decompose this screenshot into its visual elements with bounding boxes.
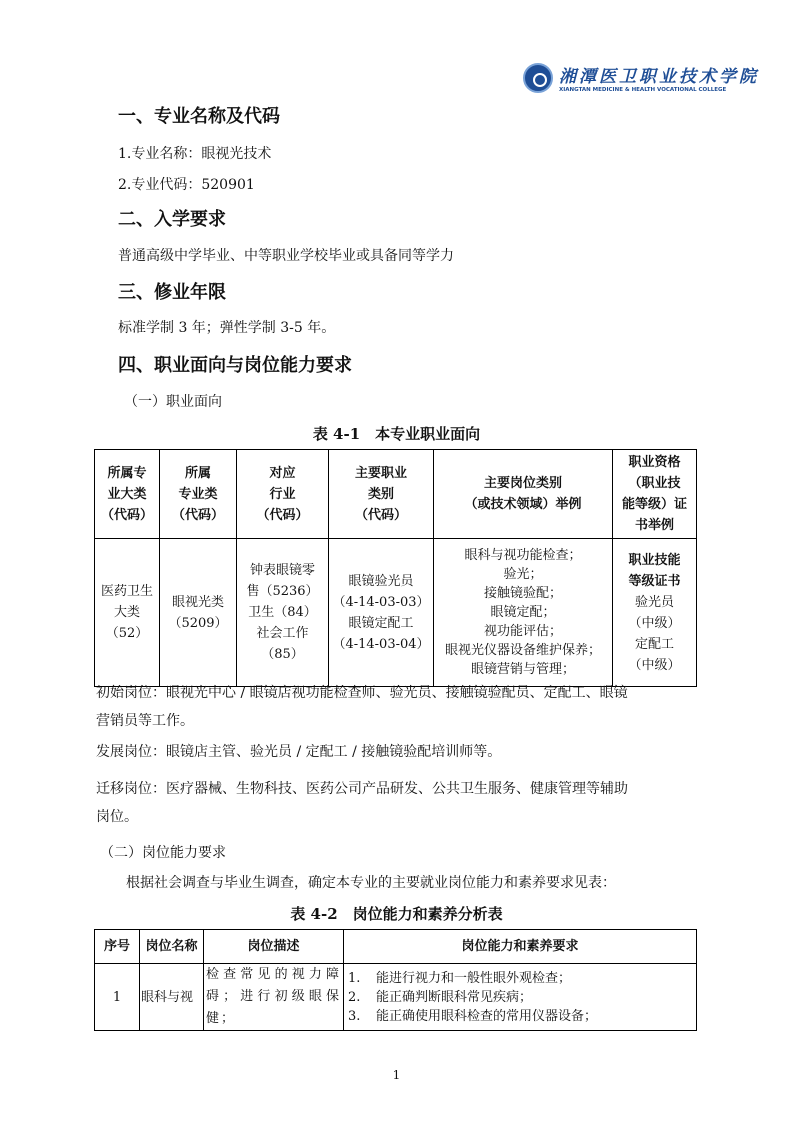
ability-analysis-table (94, 929, 697, 1031)
requirement-item: 2. 能正确判断眼科常见疾病； (348, 989, 533, 1005)
table-cell: 医药卫生 大类 （52） (95, 539, 160, 687)
certificate-cell (613, 539, 697, 687)
career-orientation-table (94, 449, 697, 687)
header-cell: 主要岗位类别 （或技术领域）举例 (434, 450, 613, 539)
table-2-caption: 表 4-2 岗位能力和素养分析表 (290, 905, 503, 923)
admission-text: 普通高级中学毕业、中等职业学校毕业或具备同等学力 (118, 248, 454, 264)
header-cell: 岗位描述 (204, 930, 344, 964)
requirements-cell (344, 964, 697, 1031)
section-1-title: 一、专业名称及代码 (118, 106, 280, 127)
certificate-title: 职业技能 等级证书 (628, 552, 681, 589)
header-cell: 所属 专业类 （代码） (160, 450, 237, 539)
development-position: 发展岗位：眼镜店主管、验光员 / 定配工 / 接触镜验配培训师等。 (96, 744, 502, 760)
subsection-1-title: （一）职业面向 (124, 394, 222, 410)
logo-cn: 湘潭医卫职业技术学院 (559, 67, 759, 87)
major-name: 1.专业名称：眼视光技术 (118, 146, 272, 162)
initial-position-cont: 营销员等工作。 (96, 713, 194, 729)
certificate-list: 验光员 （中级） 定配工 （中级） (628, 594, 681, 673)
header-cell: 主要职业 类别 （代码） (329, 450, 434, 539)
table-cell: 眼镜验光员 （4-14-03-03） 眼镜定配工 （4-14-03-04） (329, 539, 434, 687)
major-code: 2.专业代码：520901 (118, 177, 255, 193)
header-cell: 职业资格 （职业技 能等级）证 书举例 (613, 450, 697, 539)
header-cell: 序号 (95, 930, 140, 964)
section-3-title: 三、修业年限 (118, 282, 226, 303)
table-cell: 钟表眼镜零 售（5236） 卫生（84） 社会工作 （85） (237, 539, 329, 687)
logo-en: XIANGTAN MEDICINE & HEALTH VOCATIONAL COLLEGE (559, 87, 727, 93)
table-cell: 1 (95, 964, 140, 1031)
duration-text: 标准学制 3 年；弹性学制 3-5 年。 (118, 320, 336, 336)
section-2-title: 二、入学要求 (118, 209, 226, 230)
section-4-title: 四、职业面向与岗位能力要求 (118, 355, 352, 376)
requirement-item: 3. 能正确使用眼科检查的常用仪器设备； (348, 1008, 598, 1024)
header-cell: 岗位能力和素养要求 (344, 930, 697, 964)
header-cell: 所属专 业大类 （代码） (95, 450, 160, 539)
table-cell: 眼科与视功能检查； 验光； 接触镜验配； 眼镜定配； 视功能评估； 眼视光仪器设备维护保养； 眼镜营销与管理； (434, 539, 613, 687)
header-cell: 对应 行业 （代码） (237, 450, 329, 539)
subsection-2-title: （二）岗位能力要求 (100, 845, 226, 861)
college-seal-icon (523, 63, 553, 93)
initial-position: 初始岗位：眼视光中心 / 眼镜店视功能检查师、验光员、接触镜验配员、定配工、眼镜 (96, 685, 628, 701)
transfer-position: 迁移岗位：医疗器械、生物科技、医药公司产品研发、公共卫生服务、健康管理等辅助 (96, 781, 628, 797)
table-cell: 眼视光类 （5209） (160, 539, 237, 687)
transfer-position-cont: 岗位。 (96, 809, 138, 825)
requirement-item: 1. 能进行视力和一般性眼外观检查； (348, 970, 572, 986)
intro-text: 根据社会调查与毕业生调查，确定本专业的主要就业岗位能力和素养要求见表： (126, 875, 616, 891)
header-cell: 岗位名称 (140, 930, 204, 964)
table-cell: 检查常见的视力障碍；进行初级眼保健； (204, 964, 344, 1031)
table-1-caption: 表 4-1 本专业职业面向 (312, 425, 481, 443)
page-number: 1 (392, 1068, 401, 1082)
college-logo (523, 62, 759, 93)
table-cell: 眼科与视 (140, 964, 204, 1031)
